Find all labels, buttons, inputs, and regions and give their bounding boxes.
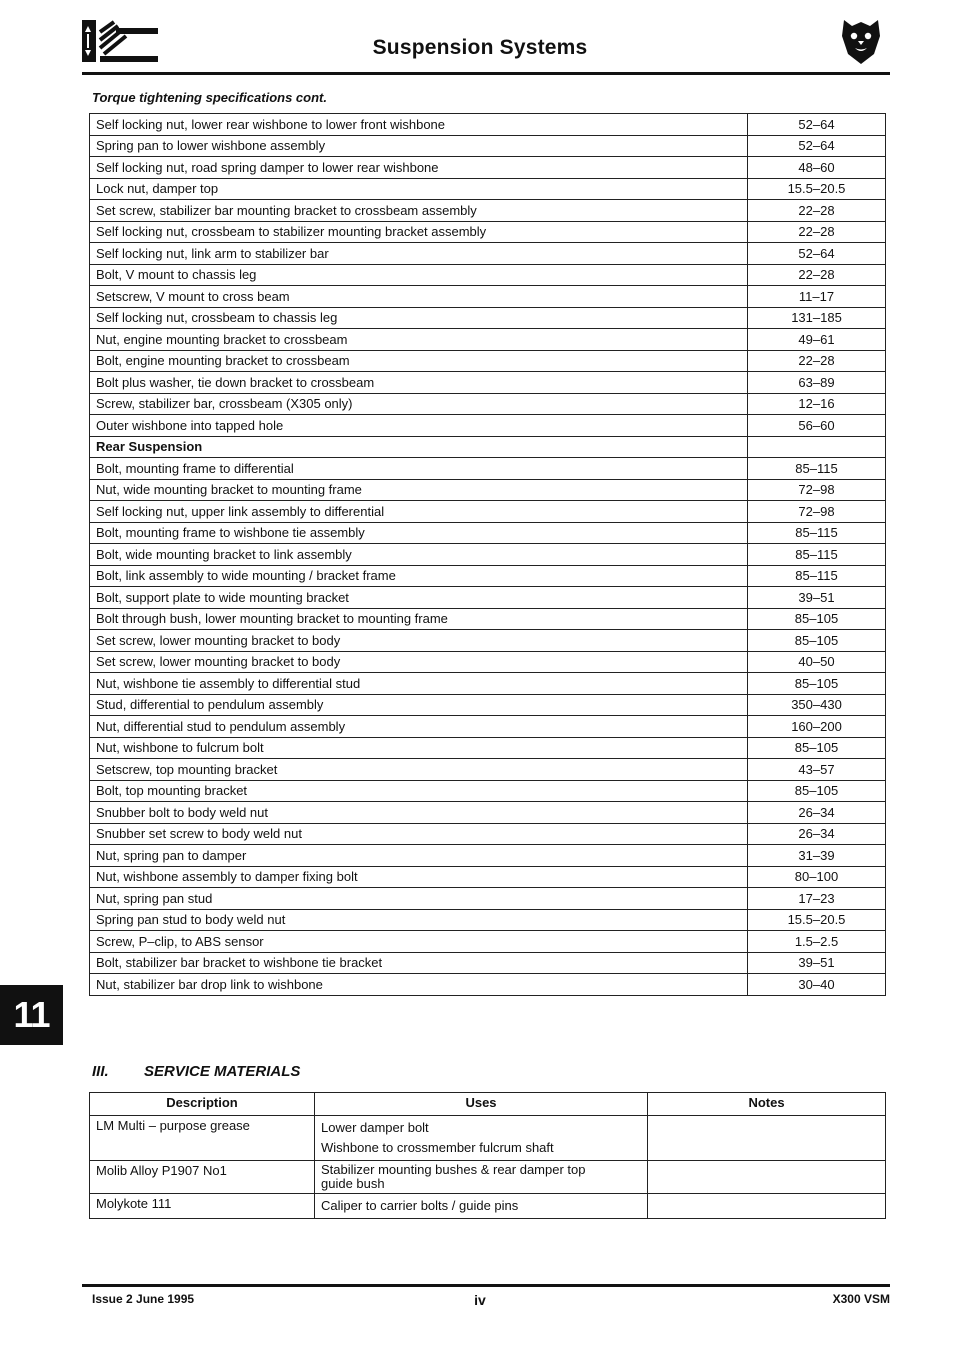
- table-row: [90, 522, 886, 544]
- cell-description: Nut, wishbone to fulcrum bolt: [90, 737, 748, 759]
- torque-specifications-table: [89, 113, 886, 996]
- page-title: Suspension Systems: [372, 36, 588, 59]
- cell-torque-value: 131–185: [748, 307, 886, 329]
- table-row: [90, 802, 886, 824]
- cell-torque-value: [748, 436, 886, 458]
- cell-description: Snubber set screw to body weld nut: [90, 823, 748, 845]
- cell-torque-value: 85–105: [748, 608, 886, 630]
- cell-description: Bolt, V mount to chassis leg: [90, 264, 748, 286]
- cell-description: Spring pan to lower wishbone assembly: [90, 135, 748, 157]
- cell-torque-value: 85–105: [748, 737, 886, 759]
- cell-torque-value: 40–50: [748, 651, 886, 673]
- use-line: Stabilizer mounting bushes & rear damper top: [321, 1162, 586, 1177]
- table-row: [90, 909, 886, 931]
- cell-torque-value: 12–16: [748, 393, 886, 415]
- cell-torque-value: 85–105: [748, 780, 886, 802]
- table-row: [90, 630, 886, 652]
- cell-description: Nut, differential stud to pendulum assembly: [90, 716, 748, 738]
- table-row: [90, 200, 886, 222]
- header-divider: [82, 72, 890, 75]
- footer-divider: [82, 1284, 890, 1287]
- cell-torque-value: 63–89: [748, 372, 886, 394]
- cell-torque-value: 85–105: [748, 630, 886, 652]
- section-number: III.: [92, 1063, 109, 1080]
- table-row: [90, 135, 886, 157]
- table-caption: Torque tightening specifications cont.: [92, 90, 327, 105]
- cell-torque-value: 52–64: [748, 114, 886, 136]
- cell-description: Self locking nut, upper link assembly to differential: [90, 501, 748, 523]
- cell-torque-value: 350–430: [748, 694, 886, 716]
- cell-description: Outer wishbone into tapped hole: [90, 415, 748, 437]
- table-row: [90, 479, 886, 501]
- cell-torque-value: 52–64: [748, 243, 886, 265]
- cell-torque-value: 72–98: [748, 501, 886, 523]
- table-row: [90, 952, 886, 974]
- cell-torque-value: 85–115: [748, 522, 886, 544]
- cell-torque-value: 15.5–20.5: [748, 909, 886, 931]
- table-row: [90, 587, 886, 609]
- use-line: Wishbone to crossmember fulcrum shaft: [321, 1140, 554, 1155]
- cell-torque-value: 1.5–2.5: [748, 931, 886, 953]
- cell-torque-value: 22–28: [748, 221, 886, 243]
- cell-description: Bolt, link assembly to wide mounting / bracket frame: [90, 565, 748, 587]
- cell-description: Bolt, stabilizer bar bracket to wishbone tie bracket: [90, 952, 748, 974]
- cell-description: Nut, spring pan to damper: [90, 845, 748, 867]
- cell-torque-value: 22–28: [748, 200, 886, 222]
- table-row: [90, 823, 886, 845]
- cell-description: Setscrew, top mounting bracket: [90, 759, 748, 781]
- cell-torque-value: 26–34: [748, 802, 886, 824]
- issue-date: Issue 2 June 1995: [92, 1292, 195, 1306]
- table-row: [90, 393, 886, 415]
- cell-description: Set screw, lower mounting bracket to body: [90, 651, 748, 673]
- cell-description: Screw, stabilizer bar, crossbeam (X305 only): [90, 393, 748, 415]
- cell-description: Nut, wide mounting bracket to mounting frame: [90, 479, 748, 501]
- cell-torque-value: 22–28: [748, 350, 886, 372]
- cell-torque-value: 26–34: [748, 823, 886, 845]
- cell-description: Self locking nut, link arm to stabilizer bar: [90, 243, 748, 265]
- cell-torque-value: 48–60: [748, 157, 886, 179]
- table-row: [90, 780, 886, 802]
- cell-material-description: Molib Alloy P1907 No1: [90, 1161, 315, 1194]
- column-header-notes: Notes: [648, 1093, 886, 1116]
- cell-material-uses: [315, 1116, 648, 1161]
- table-row: [90, 1161, 886, 1194]
- cell-description: Self locking nut, crossbeam to chassis leg: [90, 307, 748, 329]
- table-row: [90, 264, 886, 286]
- table-header-row: [90, 1093, 886, 1116]
- table-row: [90, 221, 886, 243]
- use-line: Caliper to carrier bolts / guide pins: [321, 1198, 519, 1213]
- table-row: [90, 974, 886, 996]
- table-row: [90, 845, 886, 867]
- cell-torque-value: 30–40: [748, 974, 886, 996]
- document-code: X300 VSM: [832, 1292, 890, 1306]
- cell-description: Self locking nut, lower rear wishbone to lower front wishbone: [90, 114, 748, 136]
- use-line: Lower damper bolt: [321, 1120, 429, 1135]
- cell-description: Nut, wishbone tie assembly to differential stud: [90, 673, 748, 695]
- cell-torque-value: 15.5–20.5: [748, 178, 886, 200]
- column-header-description: Description: [90, 1093, 315, 1116]
- cell-description: Rear Suspension: [90, 436, 748, 458]
- table-row: [90, 737, 886, 759]
- cell-description: Bolt, wide mounting bracket to link assembly: [90, 544, 748, 566]
- use-line: guide bush: [321, 1176, 385, 1191]
- cell-material-description: LM Multi – purpose grease: [90, 1116, 315, 1161]
- cell-material-uses: [315, 1194, 648, 1219]
- cell-torque-value: 39–51: [748, 587, 886, 609]
- cell-description: Self locking nut, crossbeam to stabilizer mounting bracket assembly: [90, 221, 748, 243]
- table-row: [90, 673, 886, 695]
- table-row: [90, 350, 886, 372]
- cell-description: Bolt plus washer, tie down bracket to crossbeam: [90, 372, 748, 394]
- table-row: [90, 114, 886, 136]
- cell-description: Nut, stabilizer bar drop link to wishbone: [90, 974, 748, 996]
- column-header-uses: Uses: [315, 1093, 648, 1116]
- cell-description: Snubber bolt to body weld nut: [90, 802, 748, 824]
- table-row: [90, 372, 886, 394]
- table-row: [90, 888, 886, 910]
- cell-description: Set screw, stabilizer bar mounting bracket to crossbeam assembly: [90, 200, 748, 222]
- table-row: [90, 286, 886, 308]
- cell-torque-value: 49–61: [748, 329, 886, 351]
- section-tab: 11: [0, 985, 63, 1045]
- cell-description: Bolt, engine mounting bracket to crossbeam: [90, 350, 748, 372]
- cell-description: Nut, engine mounting bracket to crossbeam: [90, 329, 748, 351]
- cell-torque-value: 31–39: [748, 845, 886, 867]
- table-row: [90, 759, 886, 781]
- table-row: [90, 565, 886, 587]
- cell-description: Self locking nut, road spring damper to lower rear wishbone: [90, 157, 748, 179]
- cell-material-notes: [648, 1194, 886, 1219]
- cell-torque-value: 39–51: [748, 952, 886, 974]
- service-materials-table: [89, 1092, 886, 1219]
- jaguar-head-icon: [838, 16, 884, 66]
- cell-torque-value: 52–64: [748, 135, 886, 157]
- cell-material-notes: [648, 1116, 886, 1161]
- cell-material-description: Molykote 111: [90, 1194, 315, 1219]
- table-row: [90, 651, 886, 673]
- cell-torque-value: 72–98: [748, 479, 886, 501]
- cell-description: Spring pan stud to body weld nut: [90, 909, 748, 931]
- table-row: [90, 243, 886, 265]
- cell-description: Stud, differential to pendulum assembly: [90, 694, 748, 716]
- section-title: SERVICE MATERIALS: [144, 1063, 301, 1080]
- cell-material-notes: [648, 1161, 886, 1194]
- cell-torque-value: 17–23: [748, 888, 886, 910]
- cell-torque-value: 56–60: [748, 415, 886, 437]
- cell-description: Lock nut, damper top: [90, 178, 748, 200]
- cell-description: Nut, spring pan stud: [90, 888, 748, 910]
- table-row: [90, 931, 886, 953]
- section-row: [90, 436, 886, 458]
- table-row: [90, 178, 886, 200]
- table-row: [90, 458, 886, 480]
- cell-torque-value: 85–105: [748, 673, 886, 695]
- table-row: [90, 544, 886, 566]
- table-row: [90, 716, 886, 738]
- cell-description: Nut, wishbone assembly to damper fixing bolt: [90, 866, 748, 888]
- table-row: [90, 866, 886, 888]
- cell-description: Bolt, mounting frame to wishbone tie assembly: [90, 522, 748, 544]
- table-row: [90, 415, 886, 437]
- cell-description: Setscrew, V mount to cross beam: [90, 286, 748, 308]
- cell-description: Screw, P–clip, to ABS sensor: [90, 931, 748, 953]
- table-row: [90, 329, 886, 351]
- table-row: [90, 307, 886, 329]
- cell-torque-value: 160–200: [748, 716, 886, 738]
- cell-description: Bolt, support plate to wide mounting bracket: [90, 587, 748, 609]
- table-row: [90, 501, 886, 523]
- cell-torque-value: 85–115: [748, 565, 886, 587]
- cell-torque-value: 85–115: [748, 458, 886, 480]
- cell-torque-value: 22–28: [748, 264, 886, 286]
- cell-torque-value: 85–115: [748, 544, 886, 566]
- cell-description: Set screw, lower mounting bracket to body: [90, 630, 748, 652]
- cell-torque-value: 43–57: [748, 759, 886, 781]
- cell-torque-value: 80–100: [748, 866, 886, 888]
- table-row: [90, 157, 886, 179]
- table-row: [90, 1116, 886, 1161]
- cell-description: Bolt, mounting frame to differential: [90, 458, 748, 480]
- cell-description: Bolt, top mounting bracket: [90, 780, 748, 802]
- cell-description: Bolt through bush, lower mounting bracket to mounting frame: [90, 608, 748, 630]
- table-row: [90, 694, 886, 716]
- table-row: [90, 608, 886, 630]
- section-heading: [92, 1063, 300, 1080]
- cell-material-uses: [315, 1161, 648, 1194]
- page-number: iv: [474, 1292, 486, 1308]
- table-row: [90, 1194, 886, 1219]
- cell-torque-value: 11–17: [748, 286, 886, 308]
